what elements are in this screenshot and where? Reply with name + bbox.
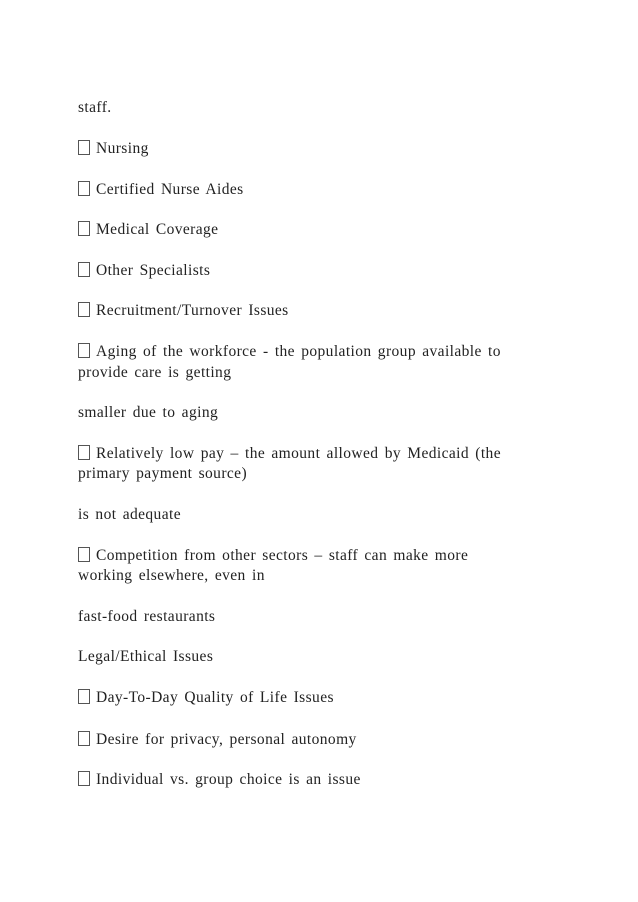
bullet-box-icon (78, 689, 90, 704)
text-line (78, 98, 558, 118)
bullet-item (78, 261, 558, 281)
bullet-text: Day-To-Day Quality of Life Issues (96, 689, 334, 706)
text-line (78, 363, 558, 383)
section-heading (78, 647, 558, 667)
bullet-text: Competition from other sectors – staff can make more (96, 547, 469, 564)
line-text: provide care is getting (78, 364, 232, 381)
heading-text: Legal/Ethical Issues (78, 648, 214, 665)
bullet-text: Relatively low pay – the amount allowed by Medicaid (the (96, 445, 501, 462)
bullet-item (78, 301, 558, 321)
bullet-box-icon (78, 731, 90, 746)
bullet-text: Medical Coverage (96, 221, 219, 238)
bullet-box-icon (78, 140, 90, 155)
line-text: is not adequate (78, 506, 181, 523)
bullet-item (78, 688, 558, 708)
line-text: smaller due to aging (78, 404, 219, 421)
bullet-item (78, 180, 558, 200)
bullet-box-icon (78, 221, 90, 236)
bullet-box-icon (78, 445, 90, 460)
bullet-text: Individual vs. group choice is an issue (96, 771, 361, 788)
bullet-box-icon (78, 771, 90, 786)
bullet-text: Nursing (96, 140, 149, 157)
bullet-text: Desire for privacy, personal autonomy (96, 731, 357, 748)
bullet-box-icon (78, 547, 90, 562)
bullet-item (78, 139, 558, 159)
text-line (78, 505, 558, 525)
text-line (78, 464, 558, 484)
bullet-item (78, 220, 558, 240)
bullet-item (78, 770, 558, 790)
bullet-text: Certified Nurse Aides (96, 181, 244, 198)
bullet-text: Recruitment/Turnover Issues (96, 302, 289, 319)
bullet-text: Aging of the workforce - the population group available to (96, 343, 501, 360)
bullet-box-icon (78, 343, 90, 358)
line-text: working elsewhere, even in (78, 567, 265, 584)
text-line (78, 607, 558, 627)
text-line (78, 566, 558, 586)
bullet-box-icon (78, 302, 90, 317)
bullet-item (78, 342, 558, 362)
bullet-item (78, 444, 558, 464)
bullet-text: Other Specialists (96, 262, 211, 279)
text-line (78, 403, 558, 423)
line-text: primary payment source) (78, 465, 248, 482)
bullet-box-icon (78, 262, 90, 277)
bullet-item (78, 730, 558, 750)
bullet-box-icon (78, 181, 90, 196)
bullet-item (78, 546, 558, 566)
line-text: fast-food restaurants (78, 608, 216, 625)
line-text: staff. (78, 99, 112, 116)
